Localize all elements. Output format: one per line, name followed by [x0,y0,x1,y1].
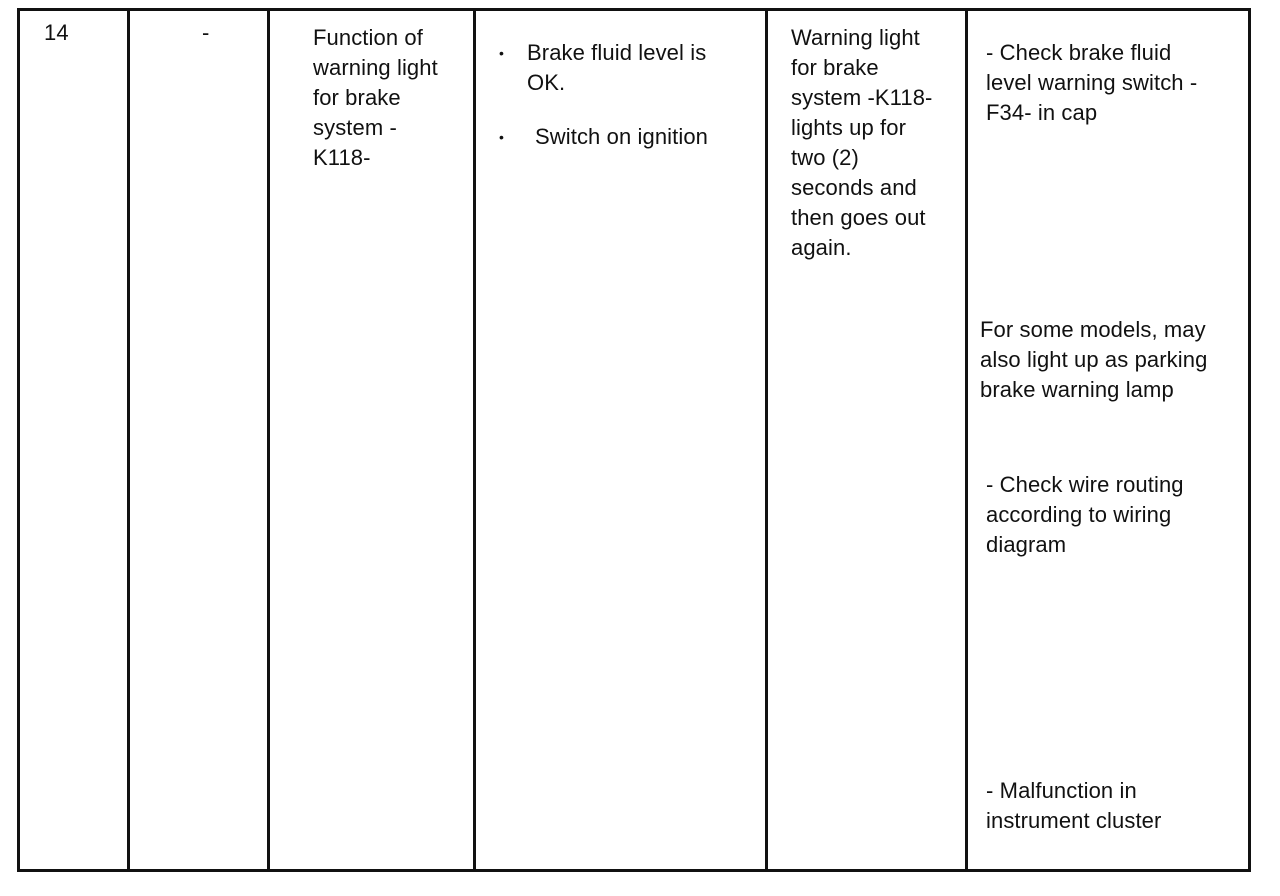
column-divider [267,11,270,869]
function-test-cell: Function of warning light for brake system - K118- [313,25,438,170]
condition-item: Switch on ignition [535,124,709,149]
row-number-cell: 14 [44,20,69,45]
code-cell: - [202,20,210,45]
specified-result-cell: Warning light for brake system -K118- lights up for two (2) seconds and then goes out again. [791,25,933,260]
bullet-icon: • [499,129,504,145]
remedy-note-parking: For some models, may also light up as parking brake warning lamp [980,317,1208,402]
column-divider [127,11,130,869]
remedy-check-switch: - Check brake fluid level warning switch - F34- in cap [986,40,1198,125]
condition-item: Brake fluid level is OK. [527,40,707,95]
bullet-icon: • [499,45,504,61]
remedy-check-wiring: - Check wire routing according to wiring diagram [986,472,1184,557]
remedy-malfunction: - Malfunction in instrument cluster [986,778,1162,833]
column-divider [765,11,768,869]
column-divider [965,11,968,869]
diagnostic-table [17,8,1251,872]
column-divider [473,11,476,869]
